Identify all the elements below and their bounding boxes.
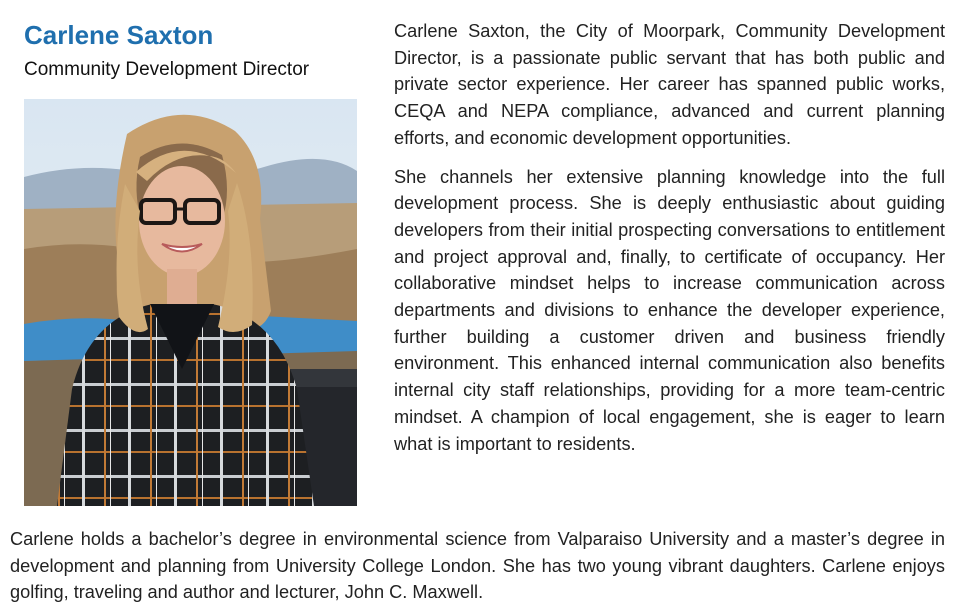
portrait-photo: [24, 99, 357, 506]
bio-paragraph-1: Carlene Saxton, the City of Moorpark, Community Development Director, is a passionate public servant that has both public and private sector experience. Her career has spanned public works, CEQA and NEPA compliance, advanced and current planning efforts, and economic development opportunities.: [394, 21, 945, 148]
bio-column: [394, 18, 945, 469]
bio-paragraph-3: Carlene holds a bachelor’s degree in environmental science from Valparaiso University and a master’s degree in development and planning from University College London. She has two young vibrant daughters. Carlene enjoys golfing, traveling and author and lecturer, John C. Maxwell.: [10, 529, 945, 603]
profile-title: Community Development Director: [24, 59, 310, 80]
profile-name: Carlene Saxton: [24, 20, 214, 50]
bio-paragraph-2: She channels her extensive planning knowledge into the full development process. She is deeply enthusiastic about guiding developers from their initial prospecting conversations to entitlement and project approval and, finally, to certificate of occupancy. Her collaborative mindset helps to increase communication across departments and divisions to enhance the developer experience, further building a customer driven and business friendly environment. This enhanced internal communication also benefits internal city staff relationships, providing for a more team-centric mindset. A champion of local engagement, she is eager to learn what is important to residents.: [394, 166, 945, 454]
